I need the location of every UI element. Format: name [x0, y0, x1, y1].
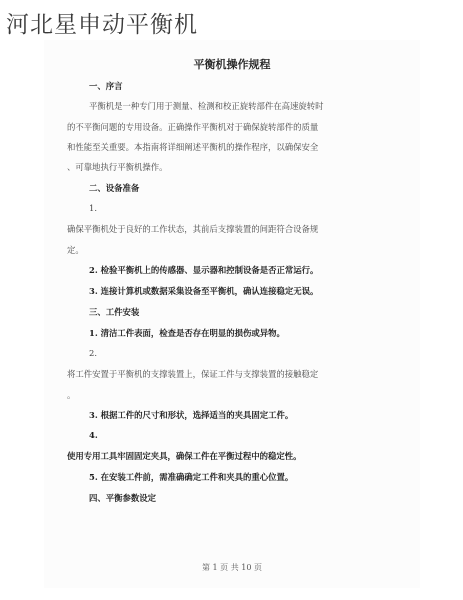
list-item-number: 4. — [89, 430, 98, 440]
section-heading-equipment: 二、设备准备 — [89, 183, 140, 193]
document-title: 平衡机操作规程 — [193, 58, 271, 71]
paragraph-line: 。 — [67, 390, 76, 400]
list-item: 5. 在安装工件前，需准确确定工件和夹具的重心位置。 — [89, 472, 294, 482]
paragraph-line: 确保平衡机处于良好的工作状态，其前后支撑装置的间距符合设备规 — [67, 224, 319, 234]
section-heading-preface: 一、序言 — [89, 81, 123, 91]
paragraph-line: 将工件安置于平衡机的支撑装置上，保证工件与支撑装置的接触稳定 — [67, 369, 319, 379]
paragraph-line: 平衡机是一种专门用于测量、检测和校正旋转部件在高速旋转时 — [89, 101, 324, 111]
paragraph-line: 定。 — [67, 245, 84, 255]
list-item: 3. 根据工件的尺寸和形状，选择适当的夹具固定工件。 — [89, 410, 294, 420]
section-heading-installation: 三、工件安装 — [89, 307, 140, 317]
paragraph-line: 使用专用工具牢固固定夹具，确保工件在平衡过程中的稳定性。 — [67, 451, 302, 461]
section-heading-parameters: 四、平衡参数设定 — [89, 493, 156, 503]
list-item: 3. 连接计算机或数据采集设备至平衡机，确认连接稳定无误。 — [89, 286, 319, 296]
list-item-number: 2. — [89, 348, 97, 358]
document-page — [44, 40, 420, 588]
paragraph-line: 的不平衡问题的专用设备。正确操作平衡机对于确保旋转部件的质量 — [67, 122, 319, 132]
paragraph-line: 和性能至关重要。本指南将详细阐述平衡机的操作程序，以确保安全 — [67, 142, 319, 152]
page-footer: 第 1 页 共 10 页 — [202, 563, 262, 572]
list-item-number: 1. — [89, 203, 97, 213]
page-title: 河北星申动平衡机 — [6, 12, 198, 38]
paragraph-line: 、可靠地执行平衡机操作。 — [67, 162, 168, 172]
list-item: 1. 清洁工件表面，检查是否存在明显的损伤或异物。 — [89, 328, 285, 338]
list-item: 2. 检验平衡机上的传感器、显示器和控制设备是否正常运行。 — [89, 265, 319, 275]
